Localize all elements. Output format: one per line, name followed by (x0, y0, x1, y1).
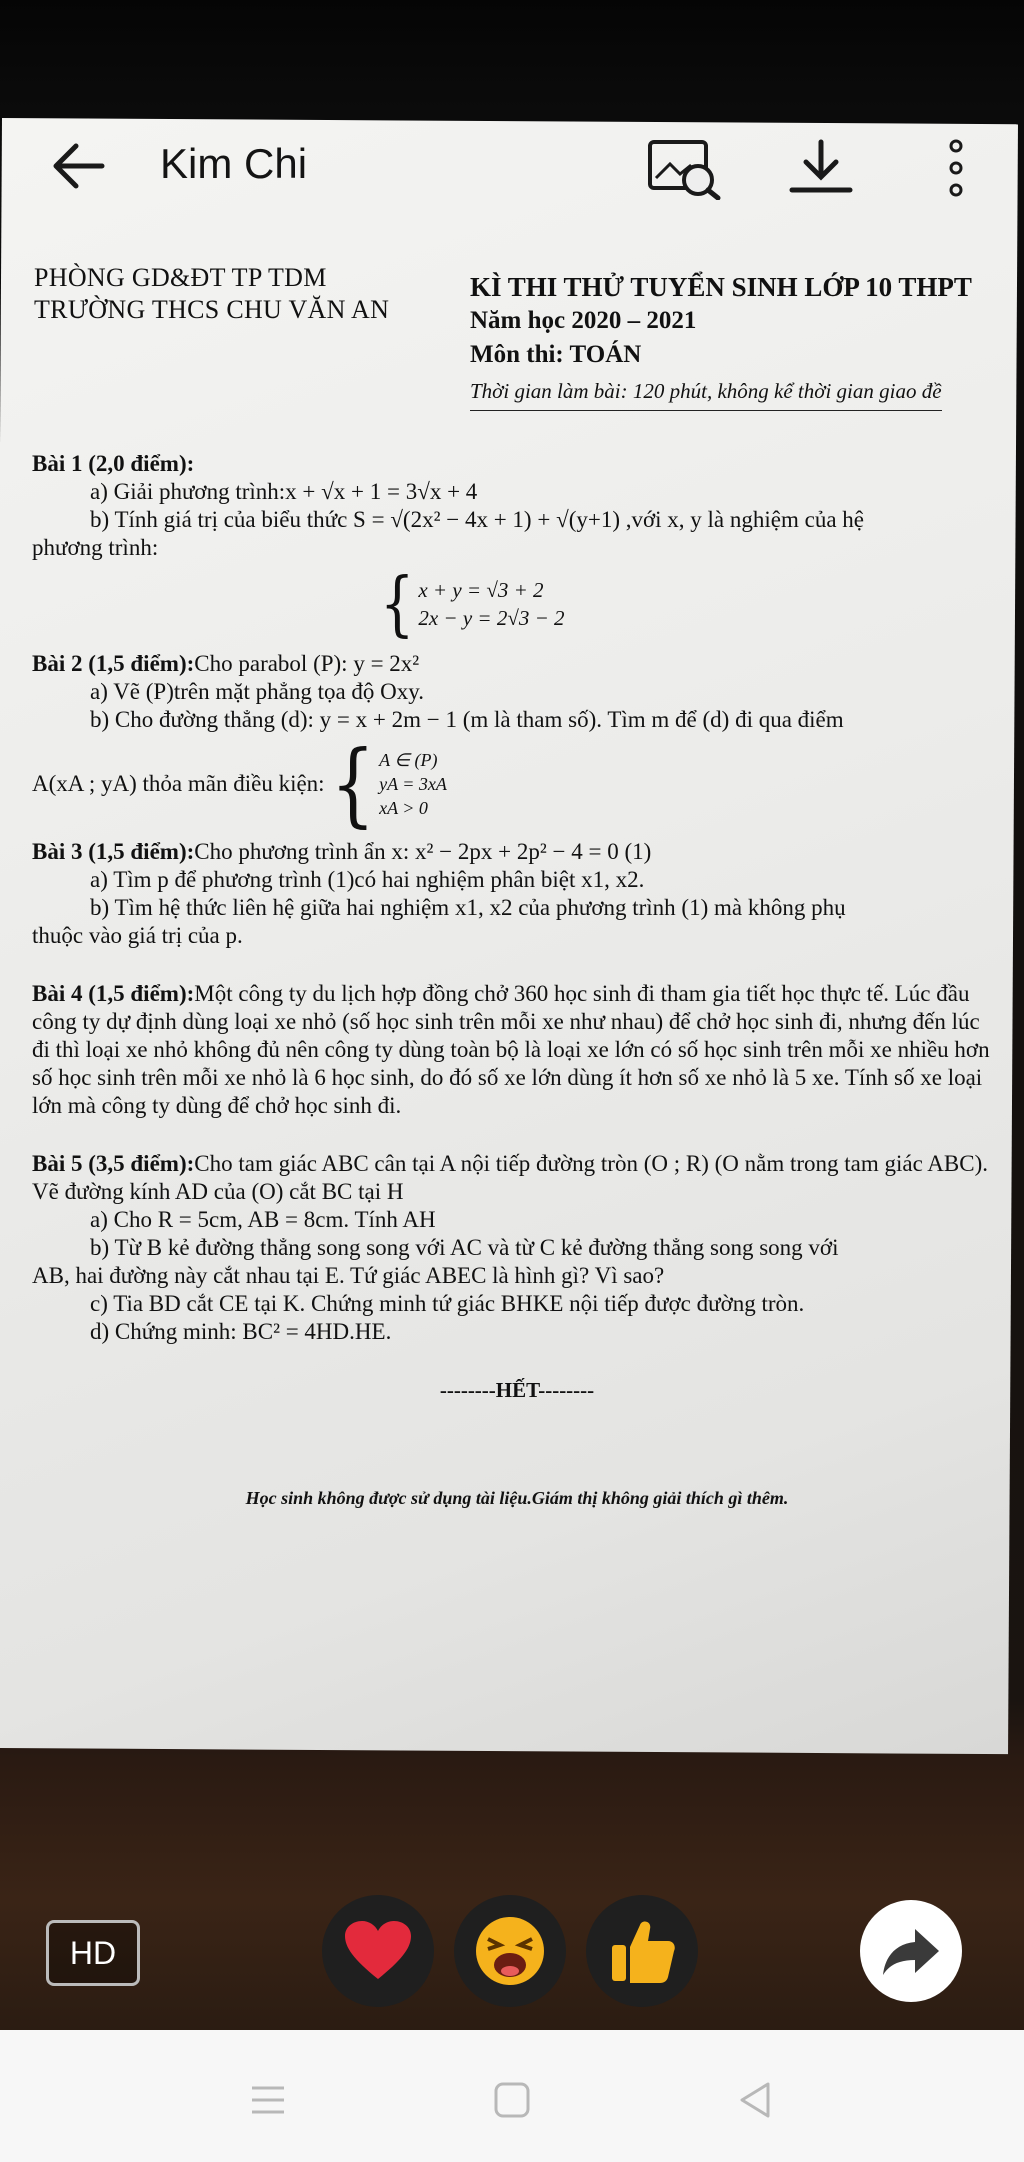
like-reaction-button[interactable] (586, 1895, 698, 2007)
b3b: b) Tìm hệ thức liên hệ giữa hai nghiệm x1, x2 của phương trình (1) mà không phụ (90, 895, 846, 920)
thumbs-up-icon (606, 1915, 678, 1987)
b5b: b) Từ B kẻ đường thẳng song song với AC và từ C kẻ đường thẳng song song với (90, 1235, 839, 1260)
b1b-cont: phương trình: (32, 535, 159, 560)
more-options-icon[interactable] (944, 136, 968, 200)
b2-intro: Cho parabol (P): y = 2x² (194, 651, 420, 676)
b4-text: Một công ty du lịch hợp đồng chở 360 học sinh đi tham gia tiết học thực tế. Lúc đầu công ty dự định dùng loại xe nhỏ (số học sinh trên mỗi xe như nhau) để chở học sinh đi, nhưng đến lúc đi thì loại xe nhỏ không đủ nên công ty dùng toàn bộ là loại xe lớn có số học sinh trên mỗi xe nhiều hơn số học sinh trên mỗi xe nhỏ là 6 học sinh, do đó số xe lớn dùng ít hơn số xe nhỏ là 5 xe. Tính số xe loại lớn mà công ty dùng để chở học sinh đi. (32, 981, 990, 1118)
download-icon[interactable] (786, 136, 856, 200)
app-bar (0, 118, 1024, 214)
back-arrow-icon[interactable] (48, 138, 108, 194)
b2-cond-label: A(xA ; yA) thỏa mãn điều kiện: (32, 771, 325, 796)
department: PHÒNG GD&ĐT TP TDM (34, 263, 327, 292)
end-marker: --------HẾT-------- (439, 1378, 595, 1402)
b2-title: Bài 2 (1,5 điểm): (32, 651, 195, 676)
brace-icon: { (330, 730, 376, 838)
header-left (34, 262, 389, 326)
b3-title: Bài 3 (1,5 điểm): (32, 839, 195, 864)
recent-apps-icon[interactable] (248, 2080, 288, 2120)
b2a: a) Vẽ (P)trên mặt phẳng tọa độ Oxy. (90, 679, 425, 704)
b3b-cont: thuộc vào giá trị của p. (32, 923, 243, 948)
home-icon[interactable] (492, 2080, 532, 2120)
b1-title: Bài 1 (2,0 điểm): (32, 451, 195, 476)
heart-icon (343, 1919, 413, 1983)
b1b: b) Tính giá trị của biểu thức S = √(2x² − 4x + 1) + √(y+1) ,với x, y là nghiệm của hệ (90, 507, 864, 532)
b5b-cont: AB, hai đường này cắt nhau tại E. Tứ giác ABEC là hình gì? Vì sao? (32, 1263, 665, 1288)
system-nav-bar (0, 2030, 1024, 2162)
time-limit: Thời gian làm bài: 120 phút, không kể thời gian giao đề (470, 374, 942, 411)
b2-cond1: A ∈ (P) (379, 750, 438, 770)
image-search-icon[interactable] (646, 136, 722, 200)
b2-cond3: xA > 0 (379, 798, 428, 818)
back-nav-icon[interactable] (736, 2080, 776, 2120)
b2b: b) Cho đường thẳng (d): y = x + 2m − 1 (m là tham số). Tìm m để (d) đi qua điểm (90, 707, 844, 732)
b4-title: Bài 4 (1,5 điểm): (32, 981, 195, 1006)
b2-cond2: yA = 3xA (379, 774, 447, 794)
school: TRƯỜNG THCS CHU VĂN AN (34, 295, 390, 324)
laugh-reaction-button[interactable] (454, 1895, 566, 2007)
b1-eq2: 2x − y = 2√3 − 2 (418, 606, 565, 630)
laughing-face-icon (472, 1913, 548, 1989)
header-right (470, 270, 972, 411)
b5-text: Cho tam giác ABC cân tại A nội tiếp đường tròn (O ; R) (O nằm trong tam giác ABC). Vẽ đường kính AD của (O) cắt BC tại H (32, 1151, 989, 1204)
school-year: Năm học 2020 – 2021 (470, 307, 697, 334)
hd-quality-button[interactable]: HD (46, 1920, 140, 1986)
b3-intro: Cho phương trình ẩn x: x² − 2px + 2p² − 4 = 0 (1) (194, 839, 652, 864)
b5-title: Bài 5 (3,5 điểm): (32, 1151, 195, 1176)
heart-reaction-button[interactable] (322, 1895, 434, 2007)
b3a: a) Tìm p để phương trình (1)có hai nghiệm phân biệt x1, x2. (90, 867, 645, 892)
exam-title: KÌ THI THỬ TUYỂN SINH LỚP 10 THPT (470, 272, 972, 302)
share-arrow-icon (881, 1925, 941, 1977)
b1-eq1: x + y = √3 + 2 (418, 578, 544, 602)
b5c: c) Tia BD cắt CE tại K. Chứng minh tứ giác BHKE nội tiếp được đường tròn. (90, 1291, 805, 1316)
subject: Môn thi: TOÁN (470, 341, 642, 368)
exam-body (32, 450, 1002, 1512)
b2-condition (32, 730, 1002, 838)
share-button[interactable] (860, 1900, 962, 2002)
b1-system (32, 562, 1002, 645)
b5d: d) Chứng minh: BC² = 4HD.HE. (90, 1319, 392, 1344)
app-bar-title: Kim Chi (160, 140, 308, 187)
b1a: a) Giải phương trình:x + √x + 1 = 3√x + 4 (90, 479, 478, 504)
b5a: a) Cho R = 5cm, AB = 8cm. Tính AH (90, 1207, 436, 1232)
exam-note: Học sinh không được sử dụng tài liệu.Giám thị không giải thích gì thêm. (245, 1488, 789, 1508)
brace-icon: { (380, 562, 415, 645)
